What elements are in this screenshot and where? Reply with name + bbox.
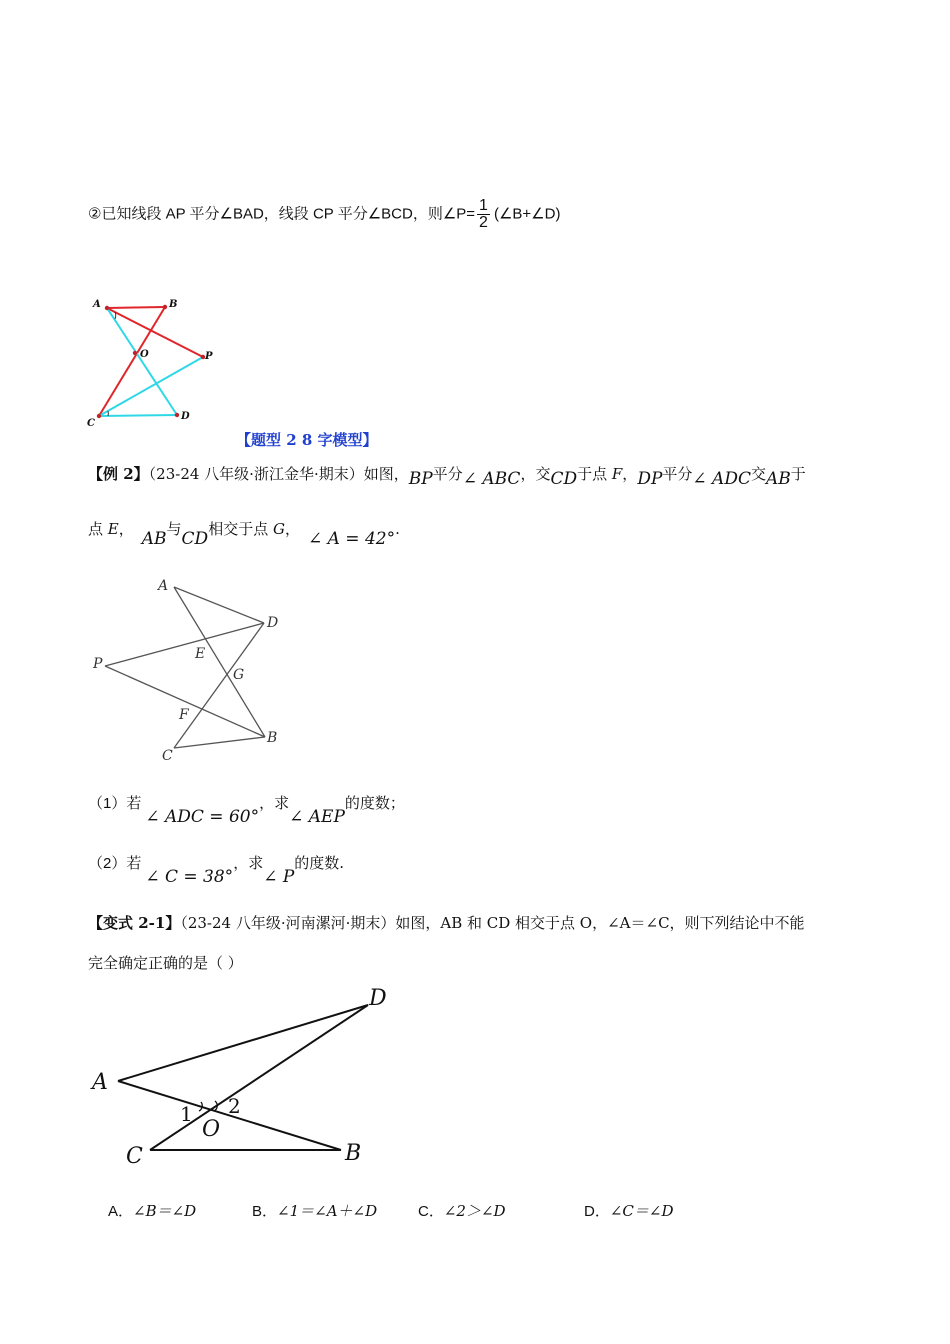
- segment-ab: [107, 307, 165, 308]
- label-f2: F: [179, 707, 189, 723]
- ex2-g: G: [272, 520, 285, 538]
- label-d2: D: [267, 615, 279, 631]
- ex2-ab-2: AB: [141, 529, 167, 549]
- option-b[interactable]: [252, 1200, 377, 1221]
- label-a3: A: [92, 1070, 108, 1095]
- q1-suffix: 的度数；: [344, 794, 405, 812]
- option-c-text: ∠2＞∠D: [443, 1202, 506, 1220]
- example2-question1: [88, 792, 405, 827]
- segment-ap: [107, 308, 203, 357]
- angle-mark-a: [115, 312, 116, 319]
- variant21-tag: 【变式 2-1】: [88, 914, 181, 932]
- ex2-w4: ，: [622, 465, 638, 483]
- figure-8-model: [90, 572, 290, 767]
- example2-question2: [88, 852, 345, 887]
- line-dc3: [150, 1005, 368, 1150]
- label-b: B: [169, 299, 178, 310]
- label-d: D: [181, 411, 190, 422]
- label-b3: B: [345, 1141, 362, 1166]
- q2-suffix: 的度数.: [294, 854, 345, 872]
- point-d-dot: [175, 413, 179, 417]
- label-c2: C: [162, 748, 173, 764]
- ex2-w7: 于: [790, 465, 806, 483]
- ex2-angle-a: ∠ A = 42°: [307, 529, 396, 549]
- label-d3: D: [369, 986, 387, 1011]
- q1-mid: ，求: [259, 794, 290, 812]
- ex2-abc: ∠ ABC: [462, 469, 521, 489]
- figure-variant21: [88, 983, 398, 1173]
- line-ad: [174, 587, 264, 623]
- label-p: P: [205, 351, 213, 362]
- statement-bisector: [88, 198, 560, 231]
- ex2-cd-1: CD: [550, 469, 578, 489]
- option-d[interactable]: [584, 1200, 673, 1221]
- option-b-letter: B．: [252, 1203, 278, 1220]
- fraction-one-half: [477, 198, 490, 231]
- option-d-text: ∠C＝∠D: [609, 1202, 674, 1220]
- label-a: A: [93, 299, 101, 310]
- label-o: O: [140, 349, 149, 360]
- point-c-dot: [97, 414, 101, 418]
- line-pd: [105, 623, 264, 666]
- example2-source: （23-24 八年级·浙江金华·期末）如图，: [148, 465, 409, 483]
- q2-mid: ，求: [233, 854, 264, 872]
- q1-target: ∠ AEP: [289, 807, 345, 827]
- option-a-letter: A．: [108, 1203, 134, 1220]
- line-dc: [174, 623, 264, 748]
- line-cb: [174, 737, 265, 748]
- section-title-type2: 【题型 2 8 字模型】: [236, 431, 378, 449]
- q2-prefix: （2）若: [88, 855, 142, 872]
- ex2-l2-w1: 点: [88, 520, 108, 538]
- label-g2: G: [233, 667, 245, 683]
- ex2-e: E: [107, 520, 119, 538]
- ex2-adc: ∠ ADC: [692, 469, 751, 489]
- segment-bc: [99, 307, 165, 416]
- fraction-denominator: 2: [479, 214, 488, 231]
- option-a[interactable]: [108, 1200, 196, 1221]
- ex2-w3: 于点: [577, 465, 612, 483]
- statement-prefix: ②已知线段 AP 平分∠BAD，线段 CP 平分∠BCD，则∠P=: [88, 205, 476, 223]
- label-angle-2: 2: [228, 1094, 241, 1118]
- point-o-dot: [133, 351, 137, 355]
- ex2-l2-w6: .: [395, 520, 400, 538]
- variant21-line1: [88, 912, 805, 933]
- label-c3: C: [126, 1144, 143, 1169]
- q1-prefix: （1）若: [88, 795, 142, 812]
- option-b-text: ∠1＝∠A＋∠D: [277, 1202, 378, 1220]
- q1-cond: ∠ ADC = 60°: [145, 807, 260, 827]
- ex2-w2: ，交: [520, 465, 551, 483]
- variant21-text2: 完全确定正确的是（ ）: [88, 954, 243, 972]
- example2-tag: 【例 2】: [88, 465, 149, 483]
- label-a2: A: [158, 578, 169, 594]
- q2-cond: ∠ C = 38°: [145, 867, 234, 887]
- example2-line1: [88, 463, 806, 489]
- ex2-l2-w2: ，: [118, 520, 134, 538]
- point-a-dot: [105, 306, 109, 310]
- line-ad3: [118, 1005, 368, 1081]
- ex2-w5: 平分: [662, 465, 693, 483]
- ex2-cd-2: CD: [181, 529, 209, 549]
- label-p2: P: [93, 656, 103, 672]
- ex2-w6: 交: [750, 465, 766, 483]
- point-b-dot: [163, 305, 167, 309]
- ex2-dp: DP: [637, 469, 663, 489]
- ex2-l2-w4: 相交于点: [208, 520, 273, 538]
- ex2-l2-w5: ，: [284, 520, 300, 538]
- figure-bisector-model: [85, 295, 225, 430]
- ex2-f: F: [611, 465, 623, 483]
- segment-ad: [107, 308, 177, 415]
- option-a-text: ∠B＝∠D: [133, 1202, 197, 1220]
- label-e2: E: [195, 646, 206, 662]
- label-c: C: [87, 418, 95, 429]
- label-angle-1: 1: [180, 1102, 193, 1126]
- ex2-ab-1: AB: [765, 469, 791, 489]
- option-d-letter: D．: [584, 1203, 610, 1220]
- ex2-bp-1: BP: [408, 469, 433, 489]
- fraction-numerator: 1: [479, 197, 488, 214]
- q2-target: ∠ P: [263, 867, 295, 887]
- segment-cp: [99, 357, 203, 416]
- label-o3: O: [202, 1117, 221, 1142]
- segment-cd: [99, 415, 177, 416]
- option-c[interactable]: [418, 1200, 506, 1221]
- ex2-l2-w3: 与: [166, 520, 182, 538]
- label-b2: B: [267, 730, 278, 746]
- variant21-text1: （23-24 八年级·河南漯河·期末）如图，AB 和 CD 相交于点 O，∠A＝∠C，则下列结论中不能: [180, 914, 805, 932]
- statement-suffix: (∠B+∠D): [493, 205, 561, 223]
- example2-line2: [88, 518, 400, 549]
- option-c-letter: C．: [418, 1203, 444, 1220]
- variant21-line2: [88, 952, 243, 973]
- ex2-w1: 平分: [432, 465, 463, 483]
